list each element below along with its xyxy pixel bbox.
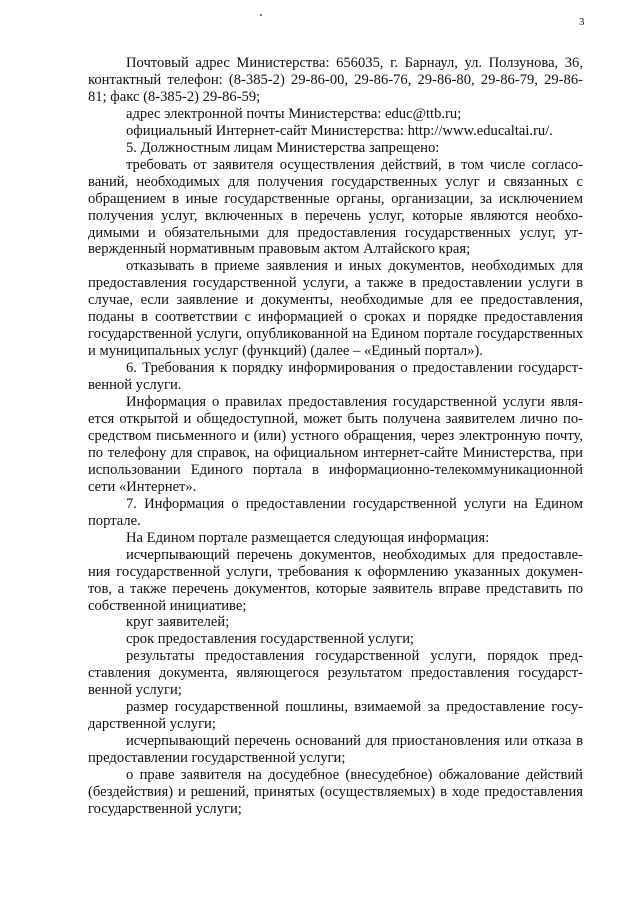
paragraph-section-7-heading: 7. Информация о предоставлении государственной услуги на Едином портале. — [88, 495, 583, 529]
page-number: 3 — [579, 16, 585, 28]
paragraph-section-6-heading: 6. Требования к порядку информирования о предоставлении государственной услуги. — [88, 360, 583, 394]
list-item-documents: исчерпывающий перечень документов, необходимых для предоставления государственной услуги, требования к оформлению указанных документов, а также перечень документов, которые заявитель вправе представить по собственной инициативе; — [88, 546, 583, 614]
list-item-term: срок предоставления государственной услуги; — [126, 631, 415, 648]
paragraph-prohibition-1: требовать от заявителя осуществления действий, в том числе согласований, необходимых для получения государственных услуг и связанных с обращением в иные государственные органы, организации, за исключением получения услуг, включенных в перечень услуг, которые являются необходимыми и обязательными для предоставления государственных услуг, утвержденный нормативным правовым актом Алтайского края; — [88, 156, 583, 258]
paragraph-information-rules: Информация о правилах предоставления государственной услуги является открытой и общедоступной, может быть получена заявителем лично посредством письменного и (или) устного обращения, через электронную почту, по телефону для справок, на официальном интернет-сайте Министерства, при использовании Единого портала в информационно-телекоммуникационной сети «Интернет». — [88, 394, 583, 495]
paragraph-postal-address: Почтовый адрес Министерства: 656035, г. Барнаул, ул. Ползунова, 36, контактный телефон: (8-385-2) 29-86-00, 29-86-76, 29-86-80, 29-86-79, 29-86-81; факс (8-385-2) 29-86-59; — [88, 55, 583, 105]
document-body — [88, 55, 583, 818]
list-item-applicants: круг заявителей; — [126, 614, 230, 631]
paragraph-section-5-heading: 5. Должностным лицам Министерства запрещено: — [126, 139, 440, 156]
paragraph-website: официальный Интернет-сайт Министерства: http://www.educaltai.ru/. — [126, 122, 553, 139]
list-item-state-duty: размер государственной пошлины, взимаемой за предоставление государственной услуги; — [88, 699, 583, 733]
list-item-appeal-right: о праве заявителя на досудебное (внесудебное) обжалование действий (бездействия) и решений, принятых (осуществляемых) в ходе предоставления государственной услуги; — [88, 767, 583, 817]
paragraph-prohibition-2: отказывать в приеме заявления и иных документов, необходимых для предоставления государственной услуги, а также в предоставлении услуги в случае, если заявление и документы, необходимые для ее предоставления, поданы в соответствии с информацией о сроках и порядке предоставления государственной услуги, опубликованной на Едином портале государственных и муниципальных услуг (функций) (далее – «Единый портал»). — [88, 258, 583, 360]
paragraph-portal-intro: На Едином портале размещается следующая информация: — [126, 529, 490, 546]
list-item-results: результаты предоставления государственной услуги, порядок представления документа, являющегося результатом предоставления государственной услуги; — [88, 648, 583, 699]
scan-speck — [260, 14, 262, 16]
list-item-refusal-grounds: исчерпывающий перечень оснований для приостановления или отказа в предоставлении государственной услуги; — [88, 733, 583, 767]
paragraph-email: адрес электронной почты Министерства: educ@ttb.ru; — [126, 105, 462, 122]
